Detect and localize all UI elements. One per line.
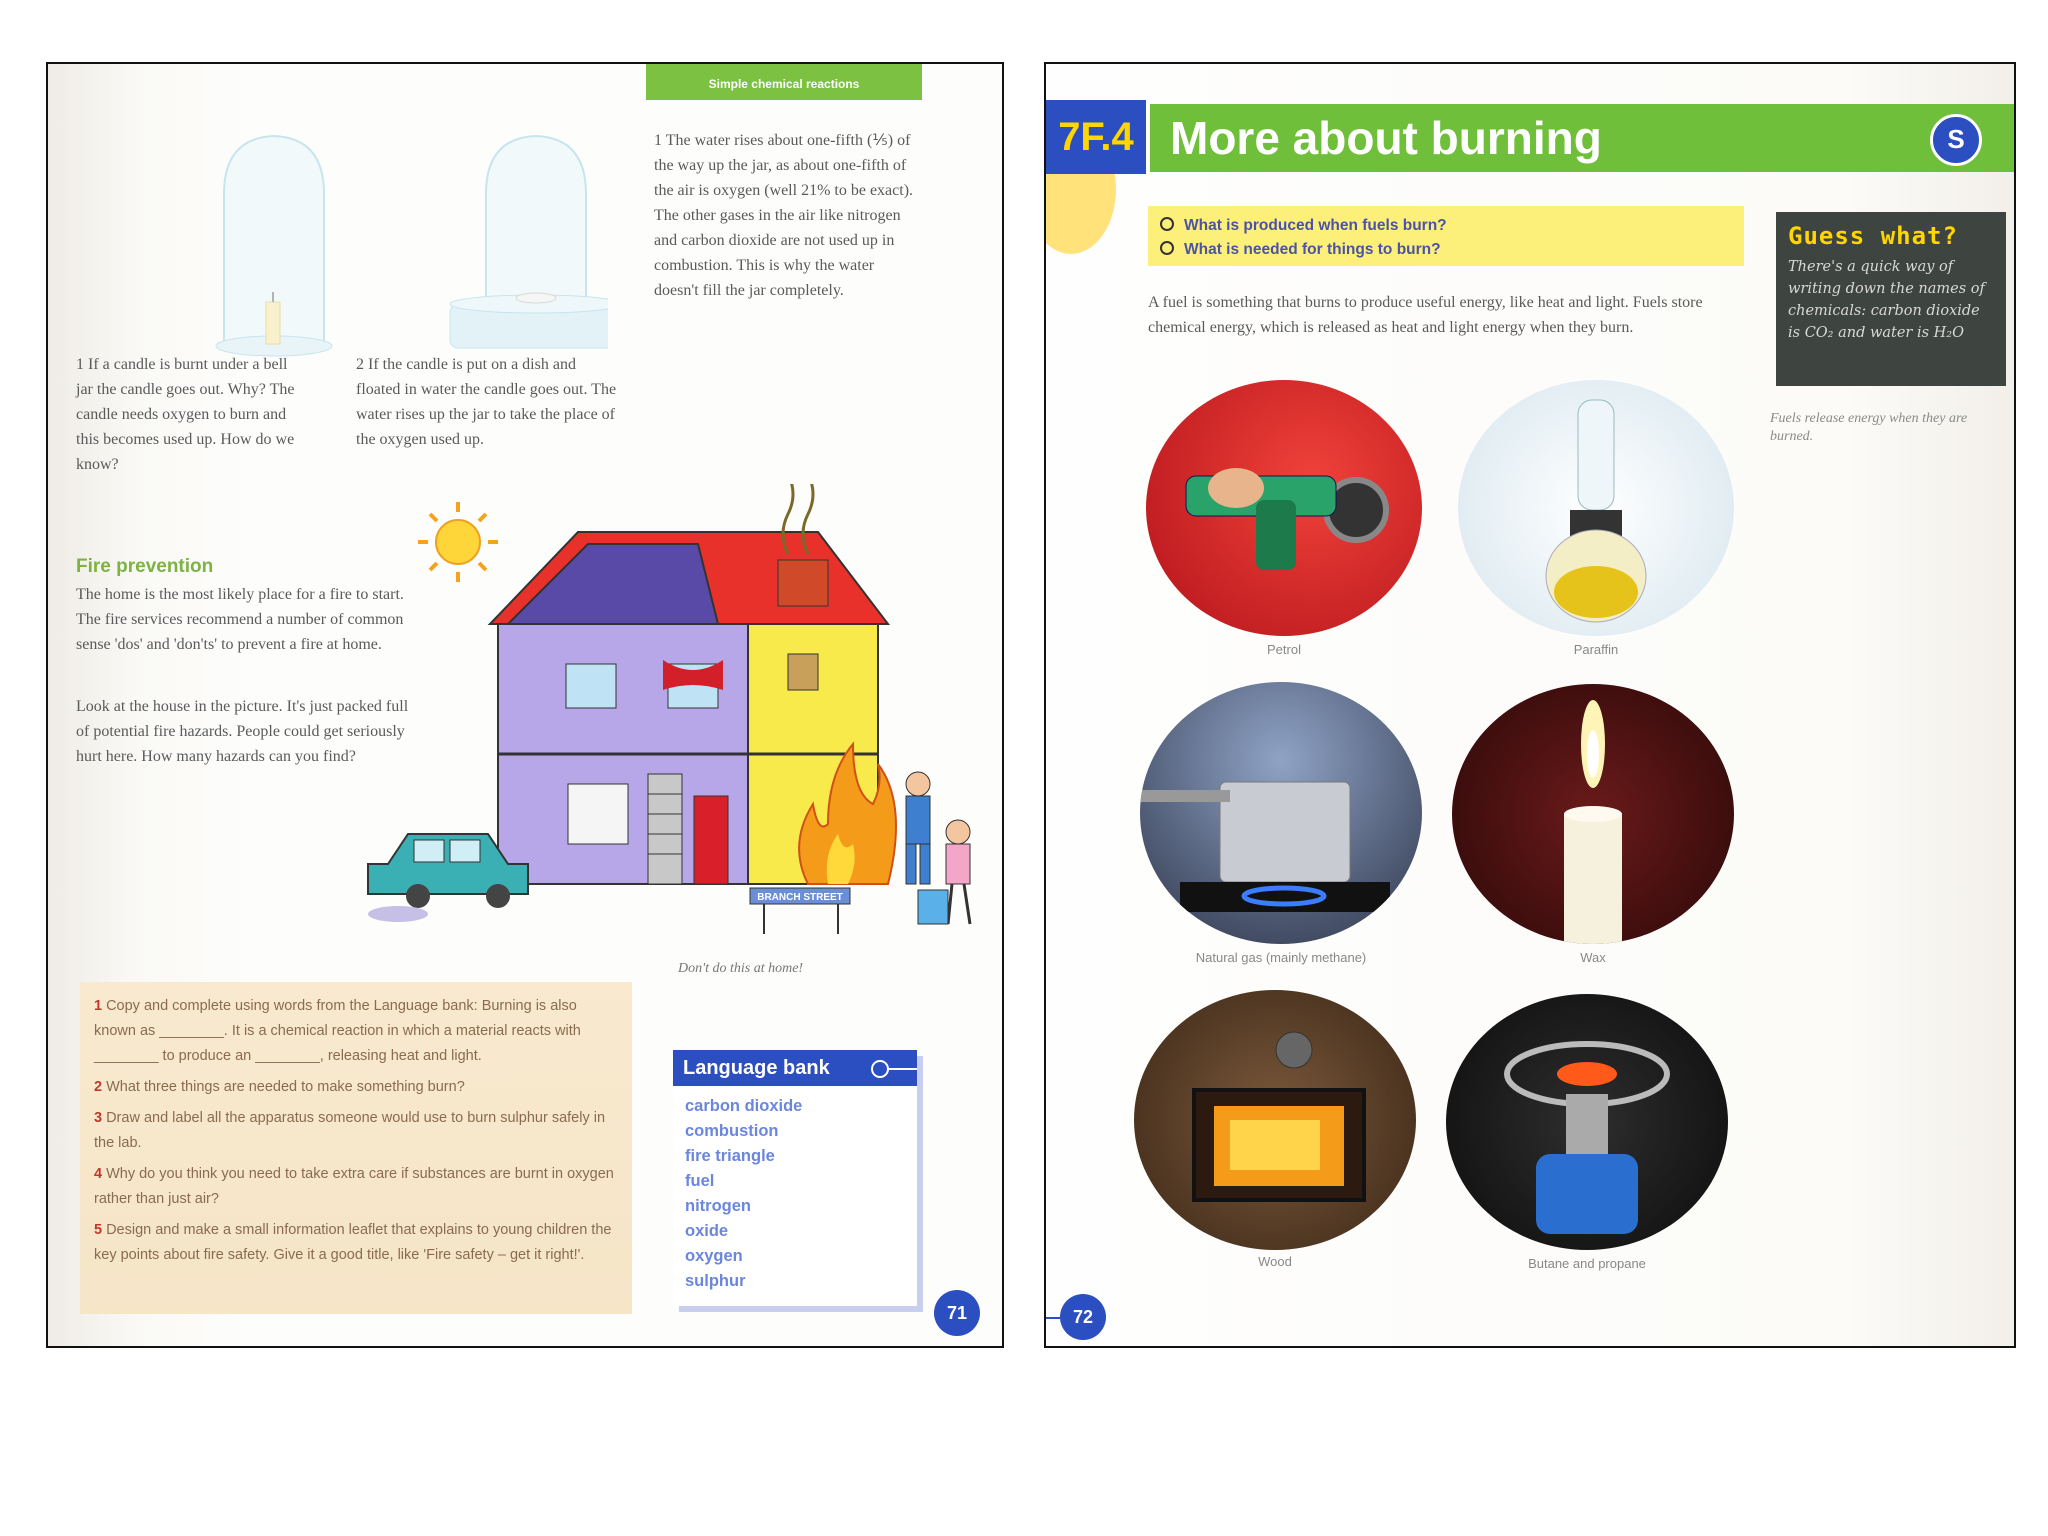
photo-natural-gas	[1140, 682, 1422, 944]
fire-prevention-p2: Look at the house in the picture. It's just packed full of potential fire hazards. People could get seriously hurt here. How many hazards can you find?	[76, 698, 409, 765]
caption-1: 1 If a candle is burnt under a bell jar the candle goes out. Why? The candle needs oxygen to burn and this becomes used up. How do we know?	[76, 356, 295, 473]
firefighter-figure	[906, 772, 930, 884]
language-bank-word: fire triangle	[685, 1147, 775, 1165]
bell-jar-water	[450, 136, 608, 348]
page-number-72: 72	[1060, 1294, 1106, 1340]
caption-petrol: Petrol	[1267, 642, 1301, 657]
language-bank-word: fuel	[685, 1172, 715, 1190]
question-item: 2 What three things are needed to make something burn?	[94, 1079, 465, 1095]
photo-wood	[1134, 990, 1416, 1250]
house-hazards-illustration	[318, 484, 1004, 934]
fire-prevention-heading: Fire prevention	[76, 556, 214, 577]
question-item: 4 Why do you think you need to take extra care if substances are burnt in oxygen rather than just air?	[94, 1166, 614, 1207]
page-title: More about burning	[1150, 104, 2016, 172]
language-bank-word: sulphur	[685, 1272, 746, 1290]
street-sign-text: BRANCH STREET	[757, 892, 843, 903]
right-page	[1044, 62, 2016, 1348]
language-bank-words	[673, 1086, 917, 1302]
explanation-1: 1 The water rises about one-fifth (⅕) of the way up the jar, as about one-fifth of the air is oxygen (well 21% to be exact). The other gases in the air like nitrogen and carbon dioxide are not used up in combustion. This is why the water doesn't fill the jar completely.	[654, 132, 914, 299]
language-bank-word: oxide	[685, 1222, 729, 1240]
s-badge: S	[1930, 114, 1982, 166]
house-caption: Don't do this at home!	[678, 961, 804, 976]
question-item: 3 Draw and label all the apparatus someone would use to burn sulphur safely in the lab.	[94, 1110, 606, 1151]
objective-item: What is produced when fuels burn?	[1160, 214, 1732, 238]
guess-what-title: Guess what?	[1788, 222, 1958, 250]
bin	[918, 890, 948, 924]
bell-jar-candle	[216, 136, 332, 356]
page-number-71: 71	[934, 1290, 980, 1336]
photo-wax	[1452, 684, 1734, 944]
left-page	[46, 62, 1004, 1348]
side-caption: Fuels release energy when they are burned.	[1770, 411, 1968, 444]
caption-butane-propane: Butane and propane	[1528, 1256, 1646, 1271]
language-bank-title: Language bank	[683, 1057, 830, 1079]
caption-natural-gas: Natural gas (mainly methane)	[1195, 950, 1367, 965]
language-bank	[673, 1050, 917, 1306]
questions-list	[94, 994, 618, 1268]
topic-band: Simple chemical reactions	[646, 64, 922, 100]
guess-what-box	[1776, 212, 2006, 386]
fire-prevention-p1: The home is the most likely place for a fire to start. The fire services recommend a number of common sense 'dos' and 'don'ts' to prevent a fire at home.	[76, 586, 404, 653]
language-bank-word: combustion	[685, 1122, 779, 1140]
language-bank-word: oxygen	[685, 1247, 743, 1265]
unit-code: 7F.4	[1046, 100, 1146, 174]
photo-petrol	[1146, 380, 1422, 636]
language-bank-header	[673, 1050, 917, 1086]
objectives-box	[1148, 206, 1744, 266]
caption-paraffin: Paraffin	[1573, 642, 1619, 657]
language-bank-word: nitrogen	[685, 1197, 751, 1215]
photo-paraffin	[1458, 380, 1734, 636]
question-item: 1 Copy and complete using words from the Language bank: Burning is also known as ________. It is a chemical reaction in which a material reacts with ________ to produce an ________, releasing heat and light.	[94, 998, 581, 1064]
bullet-ring-icon	[1160, 241, 1174, 255]
caption-2: 2 If the candle is put on a dish and floated in water the candle goes out. The water rises up the jar to take the place of the oxygen used up.	[356, 356, 617, 448]
objective-item: What is needed for things to burn?	[1160, 238, 1732, 262]
caption-wax: Wax	[1580, 950, 1606, 965]
language-bank-word: carbon dioxide	[685, 1097, 803, 1115]
woman-figure	[946, 820, 970, 924]
question-item: 5 Design and make a small information leaflet that explains to young children the key points about fire safety. Give it a good title, like 'Fire safety – get it right!'.	[94, 1222, 612, 1263]
sun-icon	[418, 502, 498, 582]
guess-what-text: There's a quick way of writing down the names of chemicals: carbon dioxide is CO₂ and water is H₂O	[1788, 259, 1985, 341]
questions-box	[80, 982, 632, 1314]
photo-butane-propane	[1446, 994, 1728, 1250]
ring-icon	[871, 1060, 889, 1078]
caption-wood: Wood	[1258, 1254, 1292, 1269]
bullet-ring-icon	[1160, 217, 1174, 231]
intro-text: A fuel is something that burns to produce useful energy, like heat and light. Fuels store chemical energy, which is released as heat and light energy when they burn.	[1148, 294, 1703, 336]
